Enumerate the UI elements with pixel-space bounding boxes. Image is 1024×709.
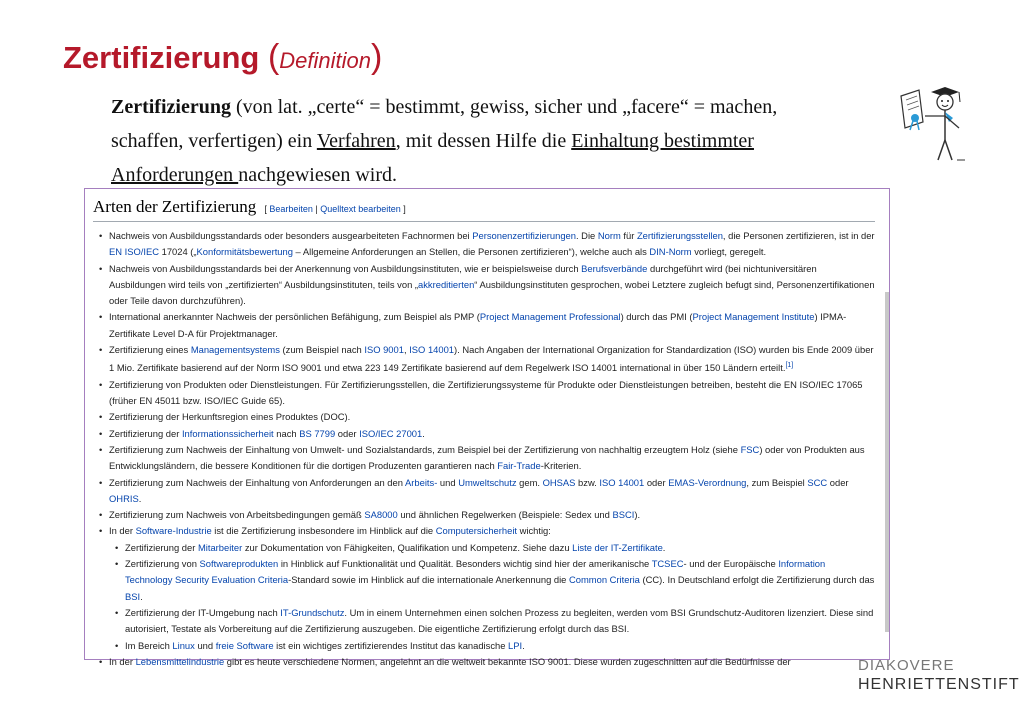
wiki-link[interactable]: Fair-Trade (497, 460, 541, 472)
item-text: in Hinblick auf Funktionalität und Qualität. Besonders wichtig sind hier der amerikanische (278, 558, 652, 570)
item-text: (zum Beispiel nach (279, 344, 365, 356)
item-text: . Die (575, 230, 598, 241)
list-item (93, 442, 875, 475)
edit-links: [ Bearbeiten | Quelltext bearbeiten ] (264, 204, 406, 214)
wiki-link[interactable]: Arbeits- (405, 476, 438, 488)
anforderungen-link[interactable]: Einhaltung bestimmter Anforderungen (111, 130, 754, 186)
item-text: . (140, 590, 143, 602)
item-text: . Um in einem Unternehmen einen solchen Prozess zu begleiten, werden vom BSI Grundschutz-Auditoren lizenziert. Diese sind autorisiert, Testate als Vorbereitung auf die Zertifizierung auszugeben. Die eigentliche Zertifizierung erfolgt durch das BSI. (125, 606, 874, 635)
sub-list-item (109, 638, 875, 654)
item-text: Im Bereich (125, 639, 173, 651)
wiki-link[interactable]: Zertifizierungsstellen (636, 230, 723, 241)
wiki-link[interactable]: Personenzertifizierungen (472, 230, 576, 241)
wiki-link[interactable]: IT-Grundschutz (280, 606, 345, 618)
definition-paragraph (111, 90, 831, 192)
wiki-link[interactable]: SA8000 (364, 509, 398, 521)
item-text: bzw. (575, 476, 600, 488)
item-text: gibt es heute verschiedene Normen, angelehnt an die weltweit bekannte ISO 9001. Diese wurden zugeschnitten auf die Bedürfnisse der (224, 655, 791, 667)
wiki-link[interactable]: Mitarbeiter (197, 541, 243, 553)
software-sub-list (109, 540, 875, 654)
item-text: Zertifizierung zum Nachweis der Einhaltung von Anforderungen an den (109, 476, 406, 488)
item-text: . (662, 541, 666, 553)
item-text: 17024 („ (159, 246, 197, 258)
wiki-section-heading (93, 197, 875, 222)
wiki-link[interactable]: Software-Industrie (135, 525, 212, 537)
item-text: (CC). In Deutschland erfolgt die Zertifizierung durch das (639, 574, 875, 586)
item-text: Zertifizierung von (125, 558, 200, 570)
wiki-link[interactable]: akkreditierten (418, 278, 475, 290)
item-text: Nachweis von Ausbildungsstandards oder besonders ausgearbeiteten Fachnormen bei (109, 230, 473, 241)
wiki-link[interactable]: BSCI (612, 509, 635, 521)
definition-term: Zertifizierung (111, 96, 231, 118)
verfahren-link[interactable]: Verfahren (316, 130, 396, 152)
wiki-link[interactable]: LPI (508, 639, 523, 651)
title-definition: Definition (279, 48, 372, 73)
item-text: . (422, 427, 425, 439)
list-item (93, 342, 875, 377)
wiki-link[interactable]: Project Management Institute (692, 311, 815, 323)
wiki-link[interactable]: Berufsverbände (581, 262, 648, 274)
wiki-link[interactable]: Linux (172, 639, 195, 651)
wiki-link[interactable]: Konformitätsbewertung (196, 246, 293, 258)
wiki-link[interactable]: BSI (125, 590, 141, 602)
item-text: oder (335, 427, 360, 439)
definition-text-1: (von lat. „certe“ = bestimmt, gewiss, sicher und „facere“ = machen, schaffen, verfertigen) ein (111, 96, 778, 152)
wiki-link[interactable]: OHRIS (109, 492, 139, 504)
item-text: -Standard sowie im Hinblick auf die internationale Anerkennung die (288, 574, 570, 586)
wiki-link[interactable]: EMAS-Verordnung (668, 476, 747, 488)
wiki-heading-text: Arten der Zertifizierung (93, 197, 257, 216)
slide-title (63, 38, 382, 77)
item-text: , die Personen zertifizieren, ist in der (722, 230, 875, 241)
list-item (93, 523, 875, 653)
definition-text-3: nachgewiesen wird. (238, 164, 398, 186)
wiki-link[interactable]: Project Management Professional (479, 311, 621, 323)
title-close-paren: ) (371, 38, 383, 76)
item-text: Zertifizierung von Produkten oder Dienstleistungen. Für Zertifizierungsstellen, die Zertifizierungssysteme für Produkte oder Dienstleistungen betreiben, besteht die EN ISO/IEC 17065 (früher EN 45011 bzw. ISO/IEC Guide 65). (109, 378, 863, 407)
item-text: Zertifizierung eines (109, 344, 191, 356)
list-item (93, 409, 875, 425)
item-text: Zertifizierung der Herkunftsregion eines Produktes (DOC). (109, 411, 351, 423)
wiki-link[interactable]: Liste der IT-Zertifikate (572, 541, 663, 553)
wiki-link[interactable]: ISO/IEC 27001 (359, 427, 423, 439)
reference-link[interactable]: [1] (785, 362, 794, 370)
sub-list-item (109, 556, 875, 605)
item-text: ) durch das PMI ( (620, 311, 693, 323)
brand-line-2: HENRIETTENSTIFT (858, 676, 1020, 693)
list-item (93, 426, 875, 442)
item-text: ) oder von Produkten aus Entwicklungsländern, die bessere Konditionen für die dortigen Produzenten garantieren nach (109, 443, 865, 472)
item-text: - und der Europäische (683, 558, 779, 570)
wiki-link[interactable]: Common Criteria (569, 574, 640, 586)
sub-list-item (109, 540, 875, 556)
item-text: oder (827, 476, 849, 488)
item-text: wichtig: (517, 525, 551, 537)
item-text: vorliegt, geregelt. (691, 246, 767, 258)
wiki-link[interactable]: FSC (740, 443, 760, 455)
item-text: Zertifizierung der (125, 541, 198, 553)
list-item (93, 654, 875, 670)
item-text: ) IPMA-Zertifikate Level D-A für Projektmanager. (109, 311, 847, 339)
source-edit-link[interactable]: Quelltext bearbeiten (320, 204, 401, 214)
list-item (93, 507, 875, 523)
item-text: nach (273, 427, 300, 439)
wiki-link[interactable]: ISO 14001 (409, 344, 455, 356)
list-item (93, 377, 875, 410)
wiki-link[interactable]: Umweltschutz (458, 476, 517, 488)
edit-link[interactable]: Bearbeiten (269, 204, 313, 214)
list-item (93, 475, 875, 508)
title-open-paren: ( (267, 38, 280, 76)
title-main: Zertifizierung (63, 40, 260, 75)
wiki-link[interactable]: Computersicherheit (435, 525, 518, 537)
item-text: für (620, 230, 637, 241)
wiki-link[interactable]: Information Technology Security Evaluation Criteria (125, 558, 826, 586)
wiki-link[interactable]: Informationssicherheit (181, 427, 274, 439)
item-text: ist ein wichtiges zertifizierendes Institut das kanadische (273, 639, 509, 651)
list-item (93, 309, 875, 342)
item-text: und ähnlichen Regelwerken (Beispiele: Sedex und (397, 509, 613, 521)
item-text: -Kriterien. (540, 460, 582, 472)
item-text: Zertifizierung der (109, 427, 182, 439)
wiki-link[interactable]: EN ISO/IEC (109, 246, 160, 258)
item-text: durchgeführt wird (bei nichtuniversitären Ausbildungen wird teils von „zertifizierten“ Ausbildungsinstituten, teils von „ (109, 262, 817, 290)
item-text: und (437, 476, 459, 488)
item-text: Nachweis von Ausbildungsstandards bei der Anerkennung von Ausbildungsinstituten, wie er beispielsweise durch (109, 262, 582, 274)
graduate-figure-with-certificate-icon (893, 82, 973, 164)
item-text: oder (644, 476, 669, 488)
item-text: “ Ausbildungsinstituten gesprochen, wobei Letztere zugleich befugt sind, Personenzertifikationen oder Teile davon durchzuführen). (109, 278, 875, 307)
item-text: Zertifizierung der IT-Umgebung nach (125, 606, 281, 618)
list-item (93, 261, 875, 310)
item-text: . (522, 639, 525, 651)
item-text: , zum Beispiel (746, 476, 808, 488)
scrollbar[interactable] (885, 292, 889, 632)
wiki-link[interactable]: freie Software (215, 639, 274, 651)
item-text: In der (109, 655, 136, 667)
item-text: – Allgemeine Anforderungen an Stellen, die Personen zertifizieren“), welche auch als (292, 246, 650, 258)
item-text: , (403, 344, 410, 356)
wiki-link[interactable]: Lebensmittelindustrie (135, 655, 225, 667)
item-text: zur Dokumentation von Fähigkeiten, Qualifikation und Kompetenz. Siehe dazu (242, 541, 573, 553)
wiki-link[interactable]: Managementsystems (190, 344, 280, 356)
item-text: und (194, 639, 216, 651)
brand-logo (858, 657, 1020, 695)
item-text: Zertifizierung zum Nachweis von Arbeitsbedingungen gemäß (109, 509, 365, 521)
wiki-link[interactable]: ISO 14001 (599, 476, 645, 488)
wiki-link[interactable]: Softwareprodukten (199, 558, 279, 570)
wiki-link[interactable]: BS 7799 (299, 427, 336, 439)
item-text: ). Nach Angaben der International Organization for Standardization (ISO) wurden bis Ende 2009 über 1 Mio. Zertifikate basierend auf der Norm ISO 9001 und etwa 223 149 Zertifikate basierend auf dem Regelwerk ISO 14001 international in über 150 Ländern erteilt. (109, 344, 874, 374)
item-text: Zertifizierung zum Nachweis der Einhaltung von Umwelt- und Sozialstandards, zum Beispiel bei der Zertifizierung von nachhaltig erzeugtem Holz (siehe (109, 443, 741, 455)
wiki-link[interactable]: SCC (807, 476, 828, 488)
item-text: gem. (516, 476, 543, 488)
item-text: International anerkannter Nachweis der persönlichen Befähigung, zum Beispiel als PMP ( (109, 311, 480, 323)
definition-text-2: , mit dessen Hilfe die (395, 130, 572, 152)
item-text: In der (109, 525, 136, 537)
wiki-link[interactable]: TCSEC (651, 558, 684, 570)
sub-list-item (109, 605, 875, 638)
wiki-link[interactable]: ISO 9001 (364, 344, 404, 356)
brand-line-1: DIAKOVERE (858, 657, 955, 674)
wiki-link[interactable]: OHSAS (542, 476, 576, 488)
wiki-link[interactable]: DIN-Norm (649, 246, 692, 258)
list-item (93, 228, 875, 261)
item-text: . (138, 492, 142, 504)
certification-types-list (93, 228, 875, 670)
wiki-link[interactable]: Norm (597, 230, 621, 241)
item-text: ist die Zertifizierung insbesondere im Hinblick auf die (211, 525, 436, 537)
wikipedia-screenshot (84, 188, 890, 667)
item-text: ). (634, 509, 641, 521)
